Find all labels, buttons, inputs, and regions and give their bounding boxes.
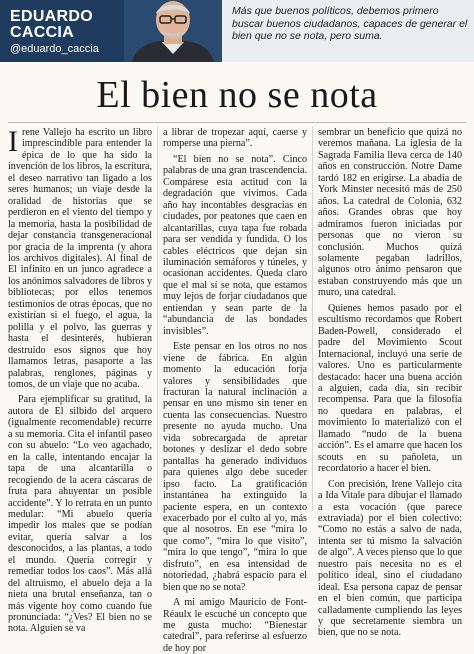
author-handle: @eduardo_caccia	[10, 43, 99, 55]
paragraph: Este pensar en los otros no nos viene de fábrica. En algún momento la educación forja valores y sensibilidades que fracturan la natural inclinación a pensar en uno mismo sin tener en cuenta las consecuencias. Nuestro presente no ayuda mucho. Una vida sobrecargada de apretar botones y deslizar el dedo sobre pantallas ha generado individuos para quienes algo debe suceder ipso facto. La gratificación instantánea ha extinguido la paciente espera, en un contexto exacerbado por el culto al yo, más que al nosotros. En ese “mira lo que como”, “mira lo que visito”, “mira lo que tengo”, “mira lo que disfruto”, en esa intensidad de notoriedad, ¿habrá espacio para el bien que no se nota?	[163, 341, 307, 593]
drop-cap: I	[8, 125, 18, 158]
paragraph: Para ejemplificar su gratitud, la autora de El silbido del arquero (igualmente recomendable) recurre a su memoria. Cita el infantil paseo con su abuelo: “Lo veo agachado, en la calle, intentando encajar la tapa de una alcantarilla o recogiendo de la acera cáscaras de fruta para ahuyentar un posible accidente”. Y lo retrata en un punto medular: “Mi abuelo quería impedir los males que se podían evitar, quería salvar a los desconocidos, a las plantas, a todo el mundo. Quería corregir y remediar todos los caos”. Más allá del altruismo, el abuelo deja a la nieta una brutal enseñanza, tan o más vigente hoy como cuando fue pronunciada: “¿Ves? El bien no se nota. Alguien se va	[8, 394, 152, 635]
pull-quote-box	[222, 0, 474, 62]
author-photo	[124, 0, 222, 62]
column-divider	[157, 127, 158, 511]
paragraph-text: rene Vallejo ha escrito un libro imprescindible para entender la épica de lo que ha sido la invención de los libros, la escritura, el deseo narrativo tan ligado a los seres humanos; un viaje desde la oralidad de historias que se perdieron en el viento del tiempo y la memoria, hasta la posibilidad de dejar constancia transgeneracional por gracia de la imprenta (y ahora los archivos digitales). Al final de El infinito en un junco agradece a los anónimos salvadores de libros y bibliotecas; por ellos tenemos testimonios de otras épocas, que no existirían si el fuego, el agua, la polilla y el polvo, las guerras y hasta el desinterés, hubieran destruido esos signos que hoy llamamos letras, pasaporte a las palabras, renglones, páginas y tomos, de un viaje que no acaba.	[8, 127, 152, 390]
title-divider	[8, 122, 466, 123]
paragraph: A mi amigo Mauricio de Font-Réaulx le escuché un concepto que me gusta mucho: “Bienestar catedral”, para referirse al esfuerzo de hoy por	[163, 597, 307, 654]
column-header	[0, 0, 474, 62]
article-title: El bien no se nota	[96, 74, 378, 116]
article-column-3	[318, 127, 462, 639]
paragraph: a librar de tropezar aquí, caerse y romperse una pierna”.	[163, 127, 307, 150]
author-name	[10, 9, 93, 41]
paragraph: Quienes hemos pasado por el escultismo recordamos que Robert Baden-Powell, considerado el padre del Movimiento Scout Internacional, incluyó una serie de valores. Uno es particularmente destacado: hacer una buena acción a alguien, cada día, sin recibir recompensa. Para que la filosofía no quedara en palabras, el movimiento lo materializó con el llamado “nudo de la buena acción”. Es el amarre que hacen los scouts en su pañoleta, un recordatorio a hacer el bien.	[318, 302, 462, 475]
author-name-line1: EDUARDO	[10, 8, 93, 25]
article-column-2	[163, 127, 307, 654]
paragraph: Con precisión, Irene Vallejo cita a Ida Vitale para dibujar el llamado a esta vocación (que parece extraviada) por el bien colectivo: “Como no estás a salvo de nada, intenta ser tú mismo la salvación de algo”. A veces pienso que lo que nuestro país necesita no es el político ideal, sino el ciudadano ideal. Esa persona capaz de pensar en el bien común, que participa calladamente cumpliendo las leyes y que secretamente siembra un bien, que no se nota.	[318, 478, 462, 639]
author-name-line2: CACCIA	[10, 24, 75, 41]
column-divider	[312, 127, 313, 511]
paragraph: sembrar un beneficio que quizá no veremos mañana. La iglesia de la Sagrada Familia lleva cerca de 140 años en construcción. Notre Dame tardó 182 en erigirse. La abadía de York Minster necesitó más de 250 años. La catedral de Colonia, 632 años. Grandes obras que hoy admiramos fueron iniciadas por personas que no vieron su conclusión. Muchos quizá solamente pegaban ladrillos, algunos otro ánimo pensaron que estaban construyendo más que un muro, una catedral.	[318, 127, 462, 299]
paragraph	[8, 127, 152, 390]
paragraph: “El bien no se nota”. Cinco palabras de una gran trascendencia. Compárese esta actitud con la degradación que vivimos. Cada año hay incontables desgracias en ciudades, por peatones que caen en alcantarillas, cuya tapa fue robada para ser vendida y fundida. O los cables eléctricos que dejan sin iluminación semáforos y túneles, y ocasionan accidentes. Queda claro que el mal sí se nota, que estamos muy lejos de forjar ciudadanos que entiendan y sean parte de la “abundancia de las bondades invisibles”.	[163, 153, 307, 337]
pull-quote: Más que buenos políticos, debemos primero buscar buenos ciudadanos, capaces de generar el bien que no se nota, pero suma.	[232, 5, 468, 43]
article-column-1	[8, 127, 152, 635]
